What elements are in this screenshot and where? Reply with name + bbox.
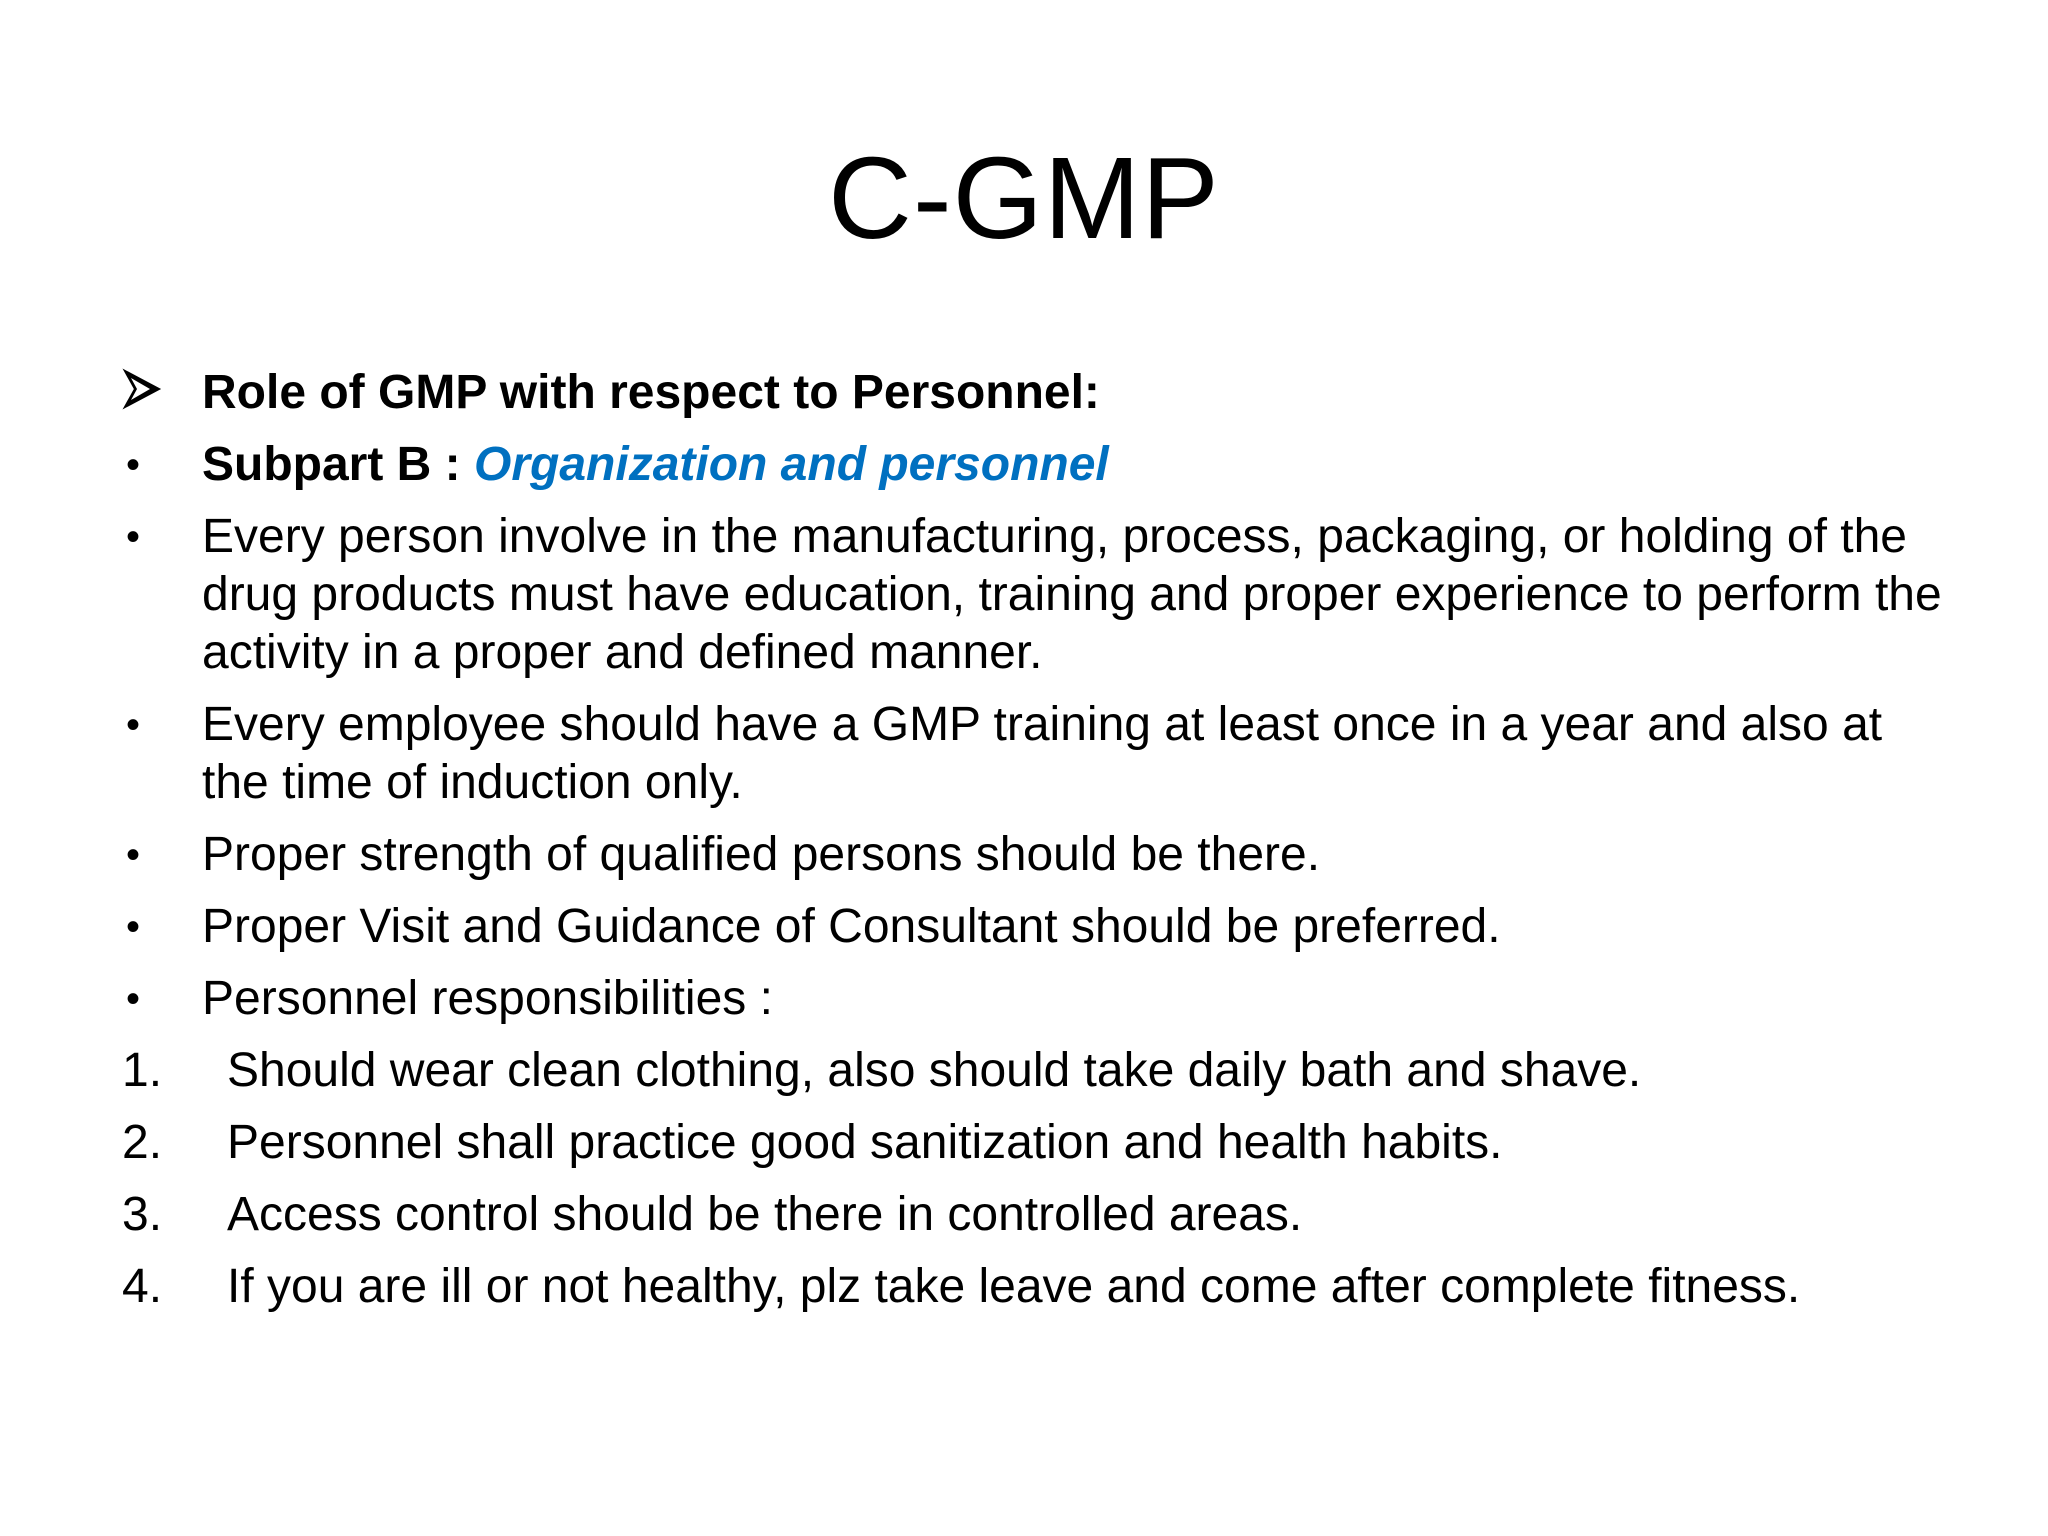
numbered-item <box>122 1186 1942 1244</box>
numbered-text: Access control should be there in controlled areas. <box>227 1188 1303 1241</box>
bullet-item <box>122 970 1942 1028</box>
item-number: 1. <box>122 1044 163 1097</box>
bullet-icon: • <box>126 905 141 949</box>
bullet-item <box>122 826 1942 884</box>
bullet-text: Proper Visit and Guidance of Consultant should be preferred. <box>202 900 1501 953</box>
bullet-icon: • <box>126 703 141 747</box>
numbered-text: Should wear clean clothing, also should take daily bath and shave. <box>227 1044 1642 1097</box>
section-heading: Role of GMP with respect to Personnel: <box>202 366 1100 419</box>
bullet-item <box>122 898 1942 956</box>
subpart-prefix: Subpart B : <box>202 438 474 491</box>
numbered-text: Personnel shall practice good sanitization and health habits. <box>227 1116 1503 1169</box>
bullet-text: Every employee should have a GMP training at least once in a year and also at the time of induction only. <box>202 698 1883 809</box>
subpart-row <box>122 436 1942 494</box>
bullet-icon: • <box>126 833 141 877</box>
bullet-icon: • <box>126 515 141 559</box>
item-number: 4. <box>122 1260 163 1313</box>
heading-row <box>122 364 1942 422</box>
numbered-item <box>122 1114 1942 1172</box>
bullet-icon: • <box>126 443 141 487</box>
bullet-item <box>122 508 1942 682</box>
bullet-text: Proper strength of qualified persons should be there. <box>202 828 1321 881</box>
item-number: 2. <box>122 1116 163 1169</box>
slide-title: C-GMP <box>828 133 1220 263</box>
bullet-icon: • <box>126 977 141 1021</box>
numbered-item <box>122 1042 1942 1100</box>
arrow-bullet-icon <box>122 368 162 410</box>
bullet-text: Every person involve in the manufacturing, process, packaging, or holding of the drug products must have education, training and proper experience to perform the activity in a proper and defined manner. <box>202 510 1942 679</box>
subpart-topic: Organization and personnel <box>474 438 1109 491</box>
slide-content <box>122 364 1942 1330</box>
bullet-item <box>122 696 1942 812</box>
numbered-item <box>122 1258 1942 1316</box>
numbered-text: If you are ill or not healthy, plz take leave and come after complete fitness. <box>227 1260 1801 1313</box>
bullet-text: Personnel responsibilities : <box>202 972 773 1025</box>
item-number: 3. <box>122 1188 163 1241</box>
